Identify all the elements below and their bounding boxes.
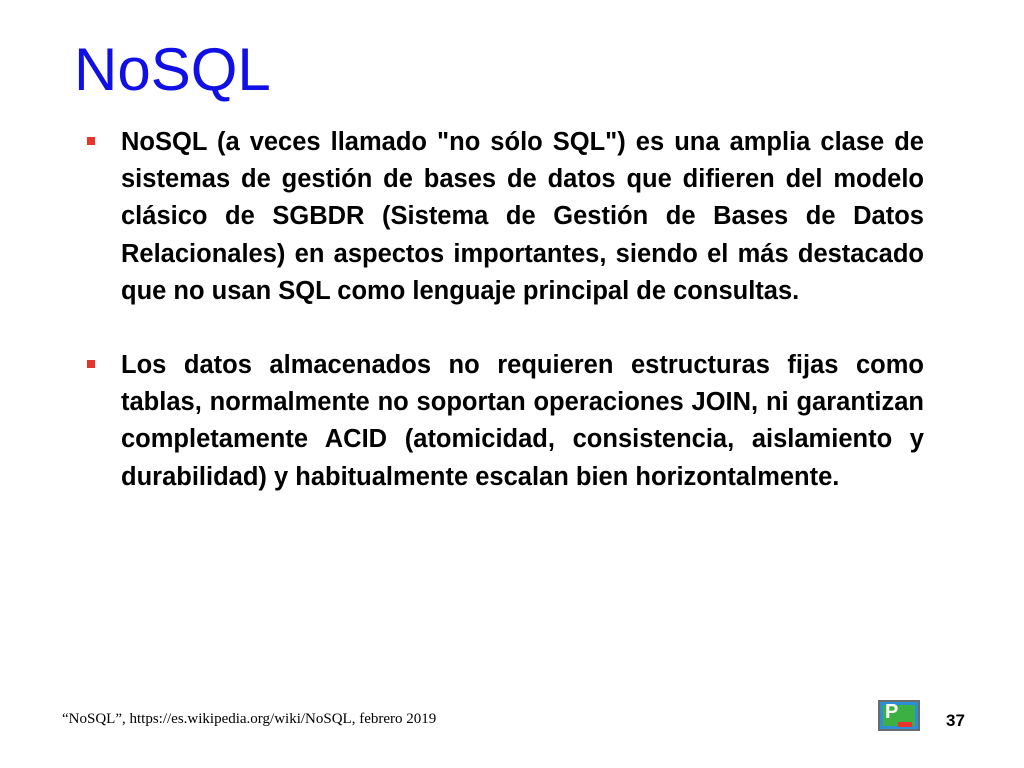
bullet-square-icon [87,137,95,145]
slide-title: NoSQL [74,36,271,103]
bullet-item [84,124,924,310]
bullet-item [84,347,924,496]
bullet-list [84,124,924,496]
bullet-text: NoSQL (a veces llamado "no sólo SQL") es una amplia clase de sistemas de gestión de bases de datos que difieren del modelo clásico de SGBDR (Sistema de Gestión de Bases de Datos Relacionales) en aspectos importantes, siendo el más destacado que no usan SQL como lenguaje principal de consultas. [121,128,924,305]
bullet-text: Los datos almacenados no requieren estructuras fijas como tablas, normalmente no soportan operaciones JOIN, ni garantizan completamente ACID (atomicidad, consistencia, aislamiento y durabilidad) y habitualmente escalan bien horizontalmente. [121,351,924,491]
page-number: 37 [946,711,965,730]
footer-citation: “NoSQL”, https://es.wikipedia.org/wiki/NoSQL, febrero 2019 [62,711,437,727]
presentation-logo-icon: P [878,700,920,731]
bullet-square-icon [87,360,95,368]
